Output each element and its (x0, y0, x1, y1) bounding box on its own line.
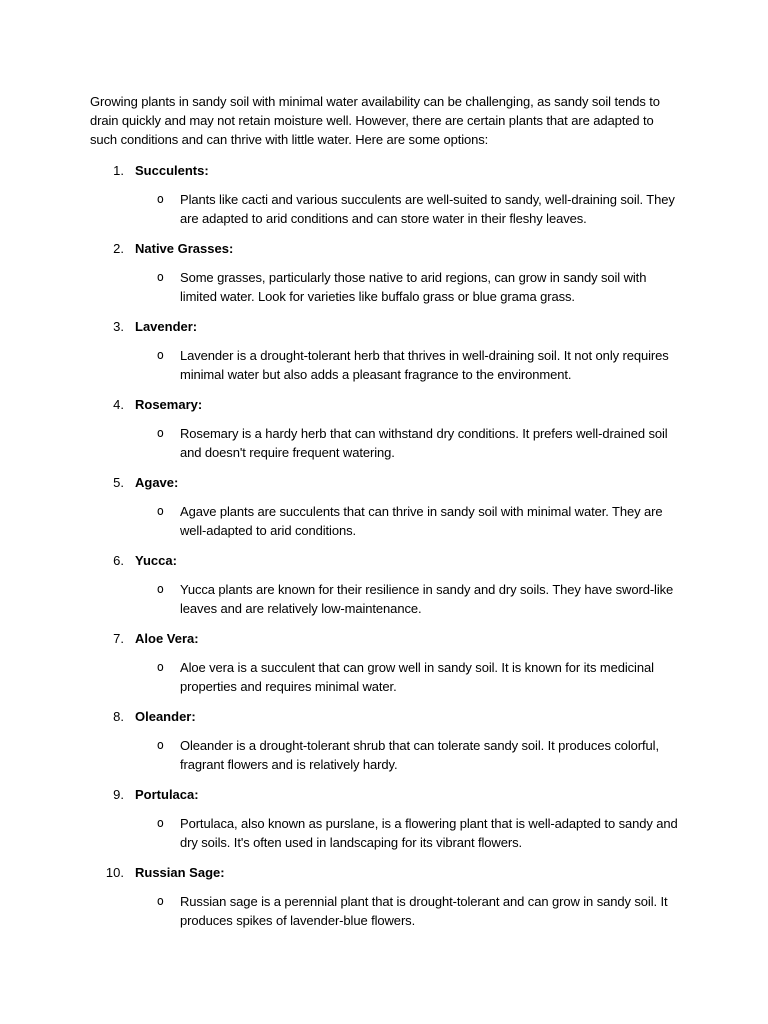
list-title: Aloe Vera: (135, 631, 199, 647)
list-description: Plants like cacti and various succulents are well-suited to sandy, well-draining soil. They are adapted to arid conditions and can store water in their fleshy leaves. (180, 192, 675, 227)
list-title: Yucca: (135, 553, 177, 569)
list-title: Oleander: (135, 709, 196, 725)
list-number: 10. (105, 865, 124, 881)
list-title: Agave: (135, 475, 179, 491)
document-body (90, 93, 680, 941)
bullet-icon: o (156, 894, 164, 909)
bullet-icon: o (156, 348, 164, 363)
list-number: 6. (113, 553, 124, 569)
list-item (90, 551, 680, 618)
list-description: Yucca plants are known for their resilience in sandy and dry soils. They have sword-like leaves and are relatively low-maintenance. (180, 582, 674, 617)
list-description: Agave plants are succulents that can thrive in sandy soil with minimal water. They are well-adapted to arid conditions. (180, 504, 663, 539)
intro-paragraph: Growing plants in sandy soil with minimal water availability can be challenging, as sandy soil tends to drain quickly and may not retain moisture well. However, there are certain plants that are adapted to such conditions and can thrive with little water. Here are some options: (90, 94, 660, 147)
list-title: Native Grasses: (135, 241, 234, 257)
list-title: Lavender: (135, 319, 198, 335)
bullet-icon: o (156, 426, 164, 441)
bullet-icon: o (156, 270, 164, 285)
bullet-icon: o (156, 504, 164, 519)
bullet-icon: o (156, 738, 164, 753)
list-description: Portulaca, also known as purslane, is a flowering plant that is well-adapted to sandy and dry soils. It's often used in landscaping for its vibrant flowers. (180, 816, 678, 851)
list-number: 5. (113, 475, 124, 491)
list-description: Aloe vera is a succulent that can grow well in sandy soil. It is known for its medicinal properties and requires minimal water. (180, 660, 654, 695)
list-number: 9. (113, 787, 124, 803)
plant-list (90, 161, 680, 930)
list-number: 1. (113, 163, 124, 179)
list-item (90, 317, 680, 384)
list-item (90, 707, 680, 774)
list-number: 4. (113, 397, 124, 413)
list-title: Russian Sage: (135, 865, 225, 881)
list-number: 8. (113, 709, 124, 725)
list-title: Rosemary: (135, 397, 203, 413)
bullet-icon: o (156, 582, 164, 597)
list-description: Some grasses, particularly those native to arid regions, can grow in sandy soil with limited water. Look for varieties like buffalo grass or blue grama grass. (180, 270, 647, 305)
bullet-icon: o (156, 816, 164, 831)
list-item (90, 785, 680, 852)
bullet-icon: o (156, 660, 164, 675)
list-item (90, 473, 680, 540)
list-title: Portulaca: (135, 787, 199, 803)
list-item (90, 863, 680, 930)
list-description: Oleander is a drought-tolerant shrub that can tolerate sandy soil. It produces colorful, fragrant flowers and is relatively hardy. (180, 738, 659, 773)
list-item (90, 629, 680, 696)
list-title: Succulents: (135, 163, 209, 179)
list-number: 7. (113, 631, 124, 647)
list-description: Lavender is a drought-tolerant herb that thrives in well-draining soil. It not only requires minimal water but also adds a pleasant fragrance to the environment. (180, 348, 669, 383)
list-item (90, 395, 680, 462)
list-number: 2. (113, 241, 124, 257)
list-item (90, 161, 680, 228)
list-number: 3. (113, 319, 124, 335)
list-item (90, 239, 680, 306)
list-description: Rosemary is a hardy herb that can withstand dry conditions. It prefers well-drained soil and doesn't require frequent watering. (180, 426, 668, 461)
list-description: Russian sage is a perennial plant that is drought-tolerant and can grow in sandy soil. It produces spikes of lavender-blue flowers. (180, 894, 668, 929)
bullet-icon: o (156, 192, 164, 207)
